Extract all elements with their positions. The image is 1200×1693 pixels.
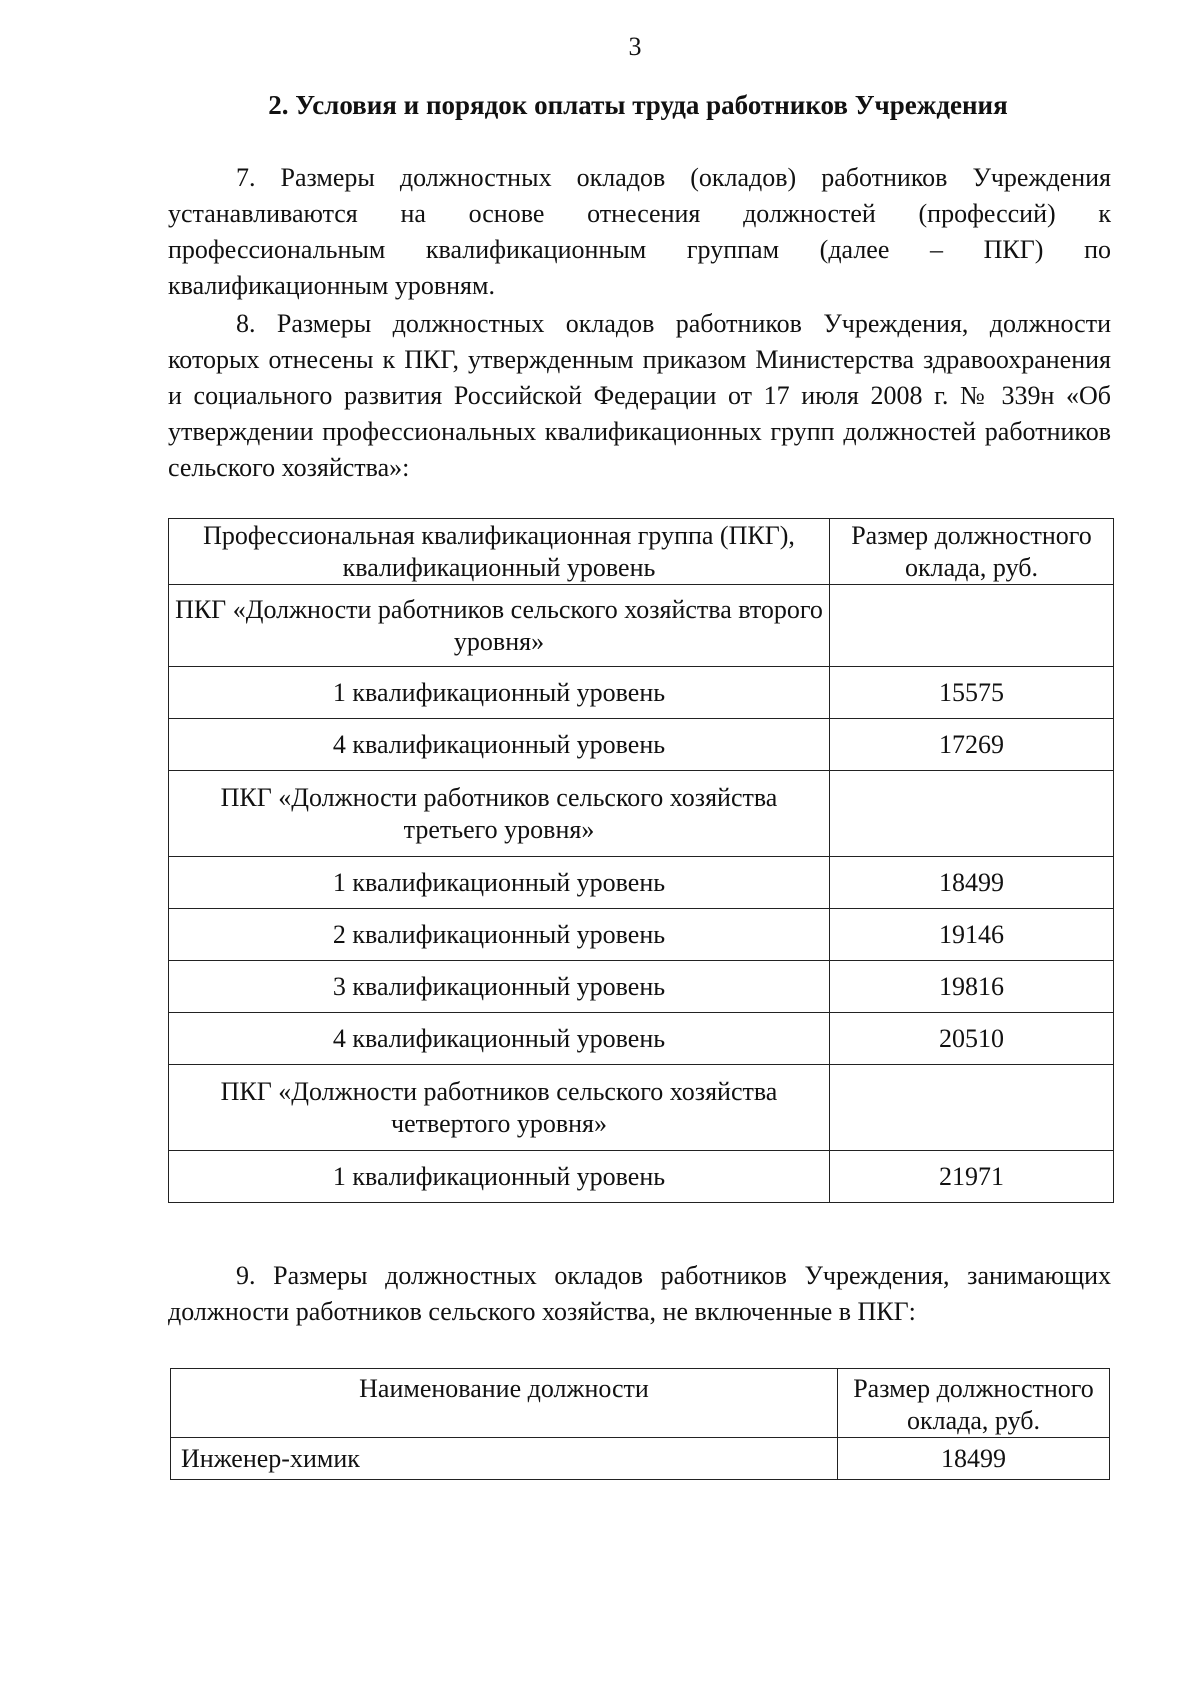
paragraph-7 bbox=[168, 160, 1111, 304]
table-header-row bbox=[171, 1369, 1110, 1438]
salary-value bbox=[830, 771, 1114, 857]
table-row bbox=[169, 857, 1114, 909]
salary-value: 19816 bbox=[830, 961, 1114, 1013]
table-row bbox=[169, 771, 1114, 857]
salary-value: 17269 bbox=[830, 719, 1114, 771]
page-number: 3 bbox=[628, 32, 642, 61]
level-label: 1 квалификационный уровень bbox=[169, 667, 830, 719]
section-heading: 2. Условия и порядок оплаты труда работников Учреждения bbox=[268, 90, 1008, 120]
column-header-group: Профессиональная квалификационная группа (ПКГ), квалификационный уровень bbox=[169, 519, 830, 585]
salary-value bbox=[830, 1065, 1114, 1151]
group-label: ПКГ «Должности работников сельского хозяйства третьего уровня» bbox=[169, 771, 830, 857]
position-label: Инженер-химик bbox=[171, 1438, 838, 1480]
table-row bbox=[169, 1013, 1114, 1065]
table-row bbox=[169, 1065, 1114, 1151]
salary-value: 18499 bbox=[830, 857, 1114, 909]
salary-table-other bbox=[170, 1368, 1110, 1480]
table-row bbox=[169, 1151, 1114, 1203]
level-label: 1 квалификационный уровень bbox=[169, 857, 830, 909]
table-row bbox=[169, 961, 1114, 1013]
level-label: 4 квалификационный уровень bbox=[169, 719, 830, 771]
level-label: 1 квалификационный уровень bbox=[169, 1151, 830, 1203]
column-header-position: Наименование должности bbox=[171, 1369, 838, 1438]
salary-value: 19146 bbox=[830, 909, 1114, 961]
table-row bbox=[169, 585, 1114, 667]
level-label: 2 квалификационный уровень bbox=[169, 909, 830, 961]
salary-value: 15575 bbox=[830, 667, 1114, 719]
level-label: 4 квалификационный уровень bbox=[169, 1013, 830, 1065]
paragraph-8-text: 8. Размеры должностных окладов работников Учреждения, должности которых отнесены к ПКГ, утвержденным приказом Министерства здравоохранения и социального развития Российской Федерации от 17 июля 2008 г. № 339н «Об утверждении профессиональных квалификационных групп должностей работников сельского хозяйства»: bbox=[168, 309, 1111, 482]
paragraph-8 bbox=[168, 306, 1111, 486]
paragraph-7-text: 7. Размеры должностных окладов (окладов) работников Учреждения устанавливаются на основе отнесения должностей (профессий) к профессиональным квалификационным группам (далее – ПКГ) по квалификационным уровням. bbox=[168, 163, 1111, 300]
table-header-row bbox=[169, 519, 1114, 585]
table-row bbox=[169, 909, 1114, 961]
salary-value: 20510 bbox=[830, 1013, 1114, 1065]
salary-value bbox=[830, 585, 1114, 667]
salary-table-pkg bbox=[168, 518, 1114, 1203]
salary-value: 18499 bbox=[838, 1438, 1110, 1480]
group-label: ПКГ «Должности работников сельского хозяйства четвертого уровня» bbox=[169, 1065, 830, 1151]
salary-value: 21971 bbox=[830, 1151, 1114, 1203]
table-row bbox=[171, 1438, 1110, 1480]
column-header-salary: Размер должностного оклада, руб. bbox=[838, 1369, 1110, 1438]
paragraph-9 bbox=[168, 1258, 1111, 1330]
column-header-salary: Размер должностного оклада, руб. bbox=[830, 519, 1114, 585]
table-row bbox=[169, 719, 1114, 771]
table-row bbox=[169, 667, 1114, 719]
group-label: ПКГ «Должности работников сельского хозяйства второго уровня» bbox=[169, 585, 830, 667]
level-label: 3 квалификационный уровень bbox=[169, 961, 830, 1013]
paragraph-9-text: 9. Размеры должностных окладов работников Учреждения, занимающих должности работников сельского хозяйства, не включенные в ПКГ: bbox=[168, 1261, 1111, 1326]
